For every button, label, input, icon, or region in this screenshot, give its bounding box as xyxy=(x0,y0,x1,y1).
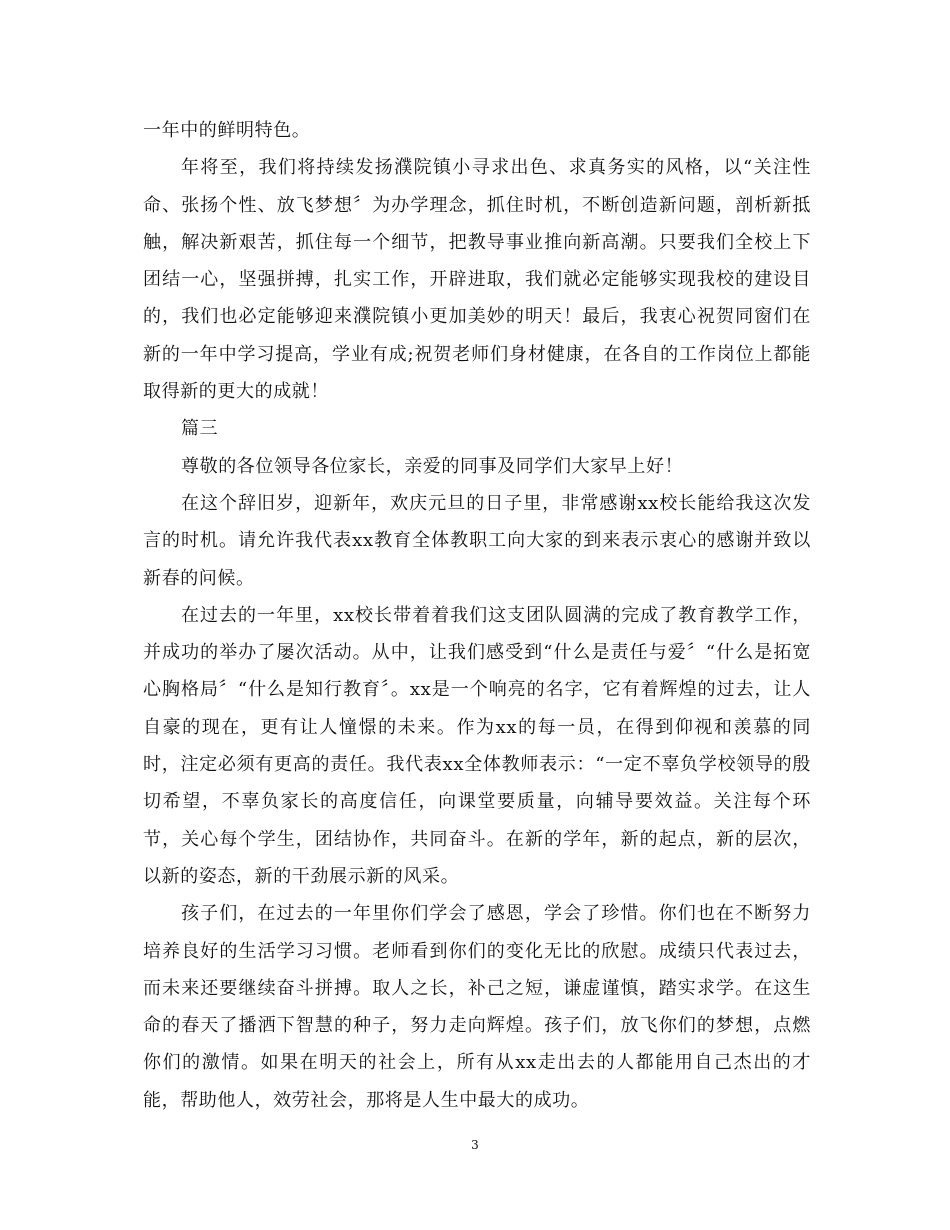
paragraph-opening: 在这个辞旧岁，迎新年，欢庆元旦的日子里，非常感谢xx校长能给我这次发言的时机。请允许我代表xx教育全体教职工向大家的到来表示衷心的感谢并致以新春的问候。 xyxy=(143,492,811,589)
paragraph-closing-remarks: 年将至，我们将持续发扬濮院镇小寻求出色、求真务实的风格，以“关注性命、张扬个性、放飞梦想〞为办学理念，抓住时机，不断创造新问题，剖析新抵触，解决新艰苦，抓住每一个细节，把教导事业推向新高潮。只要我们全校上下团结一心，坚强拼搏，扎实工作，开辟进取，我们就必定能够实现我校的建设目的，我们也必定能够迎来濮院镇小更加美妙的明天！最后，我衷心祝贺同窗们在新的一年中学习提高，学业有成;祝贺老师们身材健康，在各自的工作岗位上都能取得新的更大的成就！ xyxy=(143,157,811,403)
paragraph-continuation: 一年中的鲜明特色。 xyxy=(143,120,311,141)
section-heading: 篇三 xyxy=(181,418,219,440)
page-number: 3 xyxy=(471,1138,479,1152)
document-body xyxy=(143,112,811,1119)
paragraph-past-year: 在过去的一年里，xx校长带着着我们这支团队圆满的完成了教育教学工作，并成功的举办了屡次活动。从中，让我们感受到“什么是责任与爱〞“什么是拓宽心胸格局〞“什么是知行教育〞。xx是一个响亮的名字，它有着辉煌的过去，让人自豪的现在，更有让人憧憬的未来。作为xx的每一员，在得到仰视和羡慕的同时，注定必须有更高的责任。我代表xx全体教师表示：“一定不辜负学校领导的殷切希望，不辜负家长的高度信任，向课堂要质量，向辅导要效益。关注每个环节，关心每个学生，团结协作，共同奋斗。在新的学年，新的起点，新的层次，以新的姿态，新的干劲展示新的风采。 xyxy=(143,604,811,887)
paragraph-children: 孩子们，在过去的一年里你们学会了感恩，学会了珍惜。你们也在不断努力培养良好的生活学习习惯。老师看到你们的变化无比的欣慰。成绩只代表过去，而未来还要继续奋斗拼搏。取人之长，补己之短，谦虚谨慎，踏实求学。在这生命的春天了播洒下智慧的种子，努力走向辉煌。孩子们，放飞你们的梦想，点燃你们的激情。如果在明天的社会上，所有从xx走出去的人都能用自己杰出的才能，帮助他人，效劳社会，那将是人生中最大的成功。 xyxy=(143,903,811,1111)
paragraph-greeting: 尊敬的各位领导各位家长，亲爱的同事及同学们大家早上好！ xyxy=(181,455,684,477)
